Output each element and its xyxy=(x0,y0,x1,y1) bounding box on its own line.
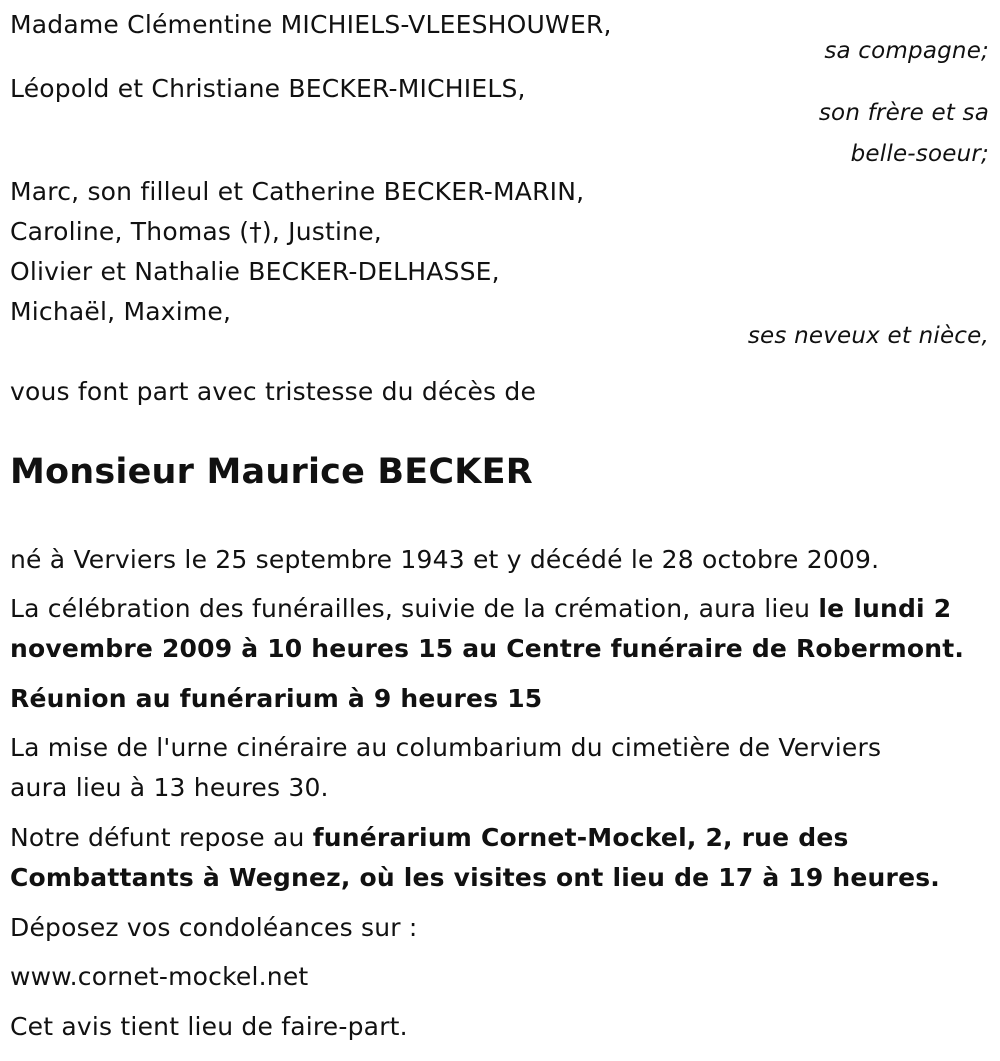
birth-death-text: né à Verviers le 25 septembre 1943 et y décédé le 28 octobre 2009. xyxy=(10,545,880,574)
family-line-2: Léopold et Christiane BECKER-MICHIELS, xyxy=(10,74,526,103)
family-line-5: Olivier et Nathalie BECKER-DELHASSE, xyxy=(10,257,500,286)
rest-line-2 xyxy=(10,863,940,893)
rest-line-1 xyxy=(10,823,849,853)
relation-nephews: ses neveux et nièce, xyxy=(747,323,989,349)
urn-line-2: aura lieu à 13 heures 30. xyxy=(10,773,329,802)
family-line-6: Michaël, Maxime, xyxy=(10,297,232,326)
family-line-4: Caroline, Thomas (†), Justine, xyxy=(10,217,382,246)
deceased-name: Monsieur Maurice BECKER xyxy=(10,452,533,492)
closing-text: Cet avis tient lieu de faire-part. xyxy=(10,1012,408,1041)
ceremony-line-1 xyxy=(10,594,951,624)
urn-line-1: La mise de l'urne cinéraire au columbarium du cimetière de Verviers xyxy=(10,733,882,762)
ceremony-intro: La célébration des funérailles, suivie de la crémation, aura lieu xyxy=(10,594,819,623)
ceremony-line-2 xyxy=(10,634,964,664)
relation-brother-line-2: belle-soeur; xyxy=(850,141,989,167)
meeting-bold: Réunion au funérarium à 9 heures 15 xyxy=(10,684,543,713)
rest-location-part-1: funérarium Cornet-Mockel, 2, rue des xyxy=(312,823,849,852)
relation-companion: sa compagne; xyxy=(824,38,989,64)
website-link[interactable]: www.cornet-mockel.net xyxy=(10,962,309,991)
relation-brother-line-1: son frère et sa xyxy=(818,100,989,126)
condolences-text: Déposez vos condoléances sur : xyxy=(10,913,418,942)
ceremony-date-part-1: le lundi 2 xyxy=(818,594,952,623)
ceremony-date-part-2: novembre 2009 à 10 heures 15 au Centre funéraire de Robermont. xyxy=(10,634,965,663)
rest-location-part-2: Combattants à Wegnez, où les visites ont lieu de 17 à 19 heures. xyxy=(10,863,940,892)
family-line-3: Marc, son filleul et Catherine BECKER-MARIN, xyxy=(10,177,585,206)
meeting-text xyxy=(10,684,542,714)
rest-intro: Notre défunt repose au xyxy=(10,823,313,852)
announcement-text: vous font part avec tristesse du décès de xyxy=(10,377,537,406)
family-line-1: Madame Clémentine MICHIELS-VLEESHOUWER, xyxy=(10,10,612,39)
